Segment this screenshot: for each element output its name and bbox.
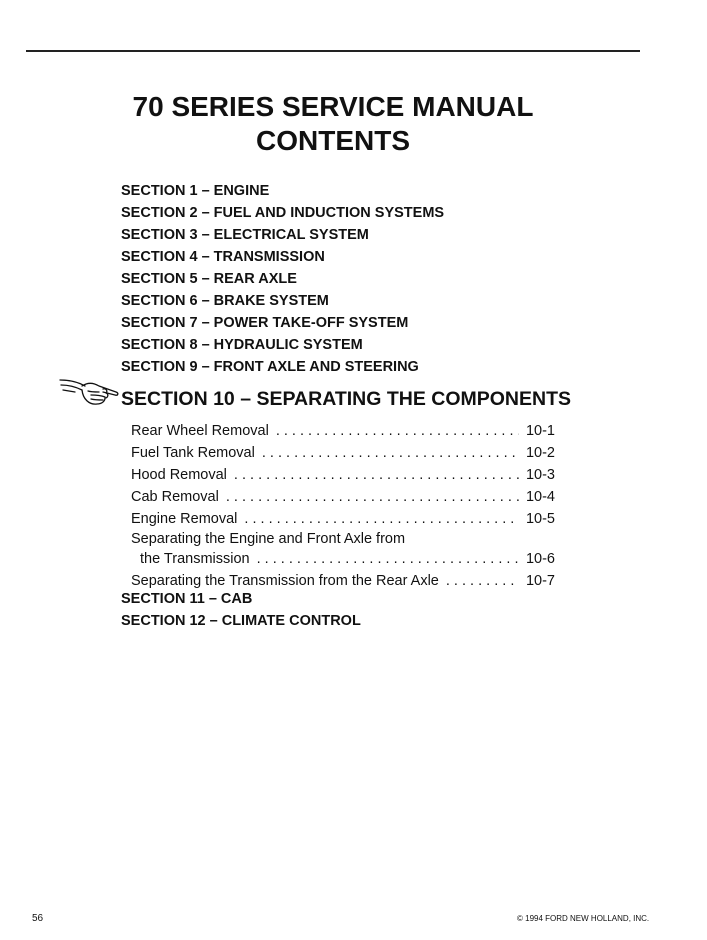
current-section-heading[interactable]: SECTION 10 – SEPARATING THE COMPONENTS <box>121 388 572 410</box>
page-number: 56 <box>32 913 44 924</box>
page-title <box>110 90 556 158</box>
section-item[interactable]: SECTION 6 – BRAKE SYSTEM <box>121 293 329 309</box>
copyright-notice: © 1994 FORD NEW HOLLAND, INC. <box>517 914 650 923</box>
dot-leader <box>446 570 519 592</box>
dot-leader <box>234 464 519 486</box>
section-item[interactable]: SECTION 7 – POWER TAKE-OFF SYSTEM <box>121 315 409 331</box>
entry-page: 10-3 <box>525 467 555 483</box>
toc-entry[interactable] <box>131 508 555 530</box>
pointing-hand-icon <box>58 373 120 407</box>
entry-page: 10-6 <box>525 551 555 567</box>
dot-leader <box>226 486 519 508</box>
entry-label: Engine Removal <box>131 511 238 527</box>
dot-leader <box>262 442 519 464</box>
entry-page: 10-5 <box>525 511 555 527</box>
entry-page: 10-1 <box>525 423 555 439</box>
section-item[interactable]: SECTION 2 – FUEL AND INDUCTION SYSTEMS <box>121 205 445 221</box>
dot-leader <box>257 548 519 570</box>
toc-entry[interactable] <box>131 530 555 570</box>
title-line-2: CONTENTS <box>256 125 410 156</box>
entry-label: Cab Removal <box>131 489 219 505</box>
dot-leader <box>276 420 519 442</box>
entry-label-line-1: Separating the Engine and Front Axle from <box>131 531 406 547</box>
section-item[interactable]: SECTION 1 – ENGINE <box>121 183 270 199</box>
section-item[interactable]: SECTION 8 – HYDRAULIC SYSTEM <box>121 337 363 353</box>
section-item[interactable]: SECTION 4 – TRANSMISSION <box>121 249 325 265</box>
top-rule <box>26 50 640 52</box>
entry-label: Rear Wheel Removal <box>131 423 269 439</box>
toc-entry[interactable] <box>131 464 555 486</box>
entry-label: Separating the Transmission from the Rear Axle <box>131 573 439 589</box>
section-item[interactable]: SECTION 12 – CLIMATE CONTROL <box>121 613 361 629</box>
section-item[interactable]: SECTION 5 – REAR AXLE <box>121 271 297 287</box>
dot-leader <box>244 508 519 530</box>
entry-page: 10-4 <box>525 489 555 505</box>
trailing-section-list <box>121 588 361 632</box>
toc-entry[interactable] <box>131 486 555 508</box>
subsection-list <box>131 420 555 592</box>
section-list <box>121 180 444 378</box>
section-item[interactable]: SECTION 11 – CAB <box>121 591 253 607</box>
entry-label-line-2: the Transmission <box>140 551 250 567</box>
section-item[interactable]: SECTION 9 – FRONT AXLE AND STEERING <box>121 359 419 375</box>
entry-page: 10-2 <box>525 445 555 461</box>
title-line-1: 70 SERIES SERVICE MANUAL <box>132 91 534 122</box>
entry-label: Fuel Tank Removal <box>131 445 255 461</box>
toc-entry[interactable] <box>131 420 555 442</box>
entry-label: Hood Removal <box>131 467 227 483</box>
section-item[interactable]: SECTION 3 – ELECTRICAL SYSTEM <box>121 227 369 243</box>
entry-second-line <box>131 548 555 570</box>
entry-page: 10-7 <box>525 573 555 589</box>
toc-entry[interactable] <box>131 442 555 464</box>
